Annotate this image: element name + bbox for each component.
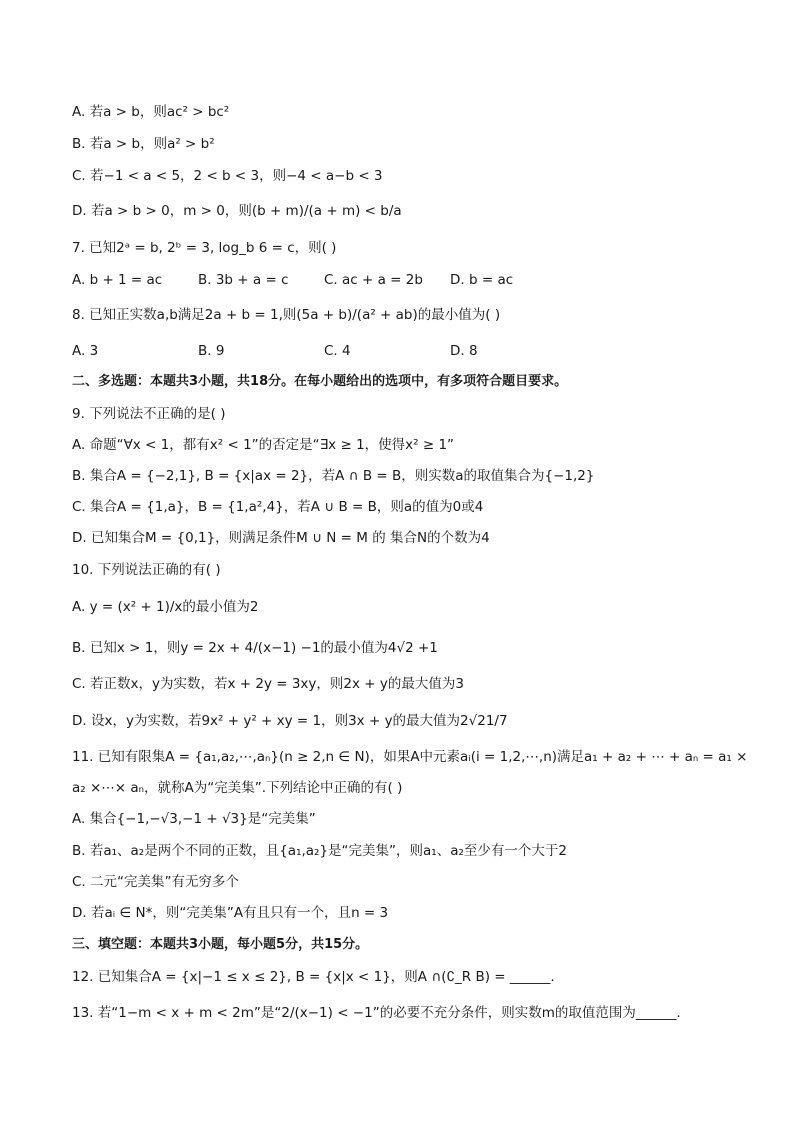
q12-text: 12. 已知集合A = {x|−1 ≤ x ≤ 2}, B = {x|x < 1}，则A ∩(∁_R B) = ______.: [72, 969, 555, 985]
q6-option-b: B. 若a > b，则a² > b²: [72, 136, 215, 152]
q8-option-a: A. 3: [72, 343, 99, 359]
q13-text: 13. 若“1−m < x + m < 2m”是“2/(x−1) < −1”的必要不充分条件，则实数m的取值范围为______.: [72, 1005, 681, 1021]
q7-options: [72, 270, 754, 290]
q11-option-b: B. 若a₁、a₂是两个不同的正数，且{a₁,a₂}是“完美集”，则a₁、a₂至少有一个大于2: [72, 843, 567, 859]
q11-option-c: C. 二元“完美集”有无穷多个: [72, 874, 239, 890]
q6-option-c: C. 若−1 < a < 5，2 < b < 3，则−4 < a−b < 3: [72, 168, 383, 184]
q7-option-a: A. b + 1 = ac: [72, 272, 163, 288]
q7-option-b: B. 3b + a = c: [198, 272, 289, 288]
q8-option-b: B. 9: [198, 343, 225, 359]
q11-stem-line-2: a₂ ×⋯× aₙ，就称A为“完美集”.下列结论中正确的有( ): [72, 780, 403, 796]
q11-option-a: A. 集合{−1,−√3,−1 + √3}是“完美集”: [72, 811, 316, 827]
q10-option-b: B. 已知x > 1，则y = 2x + 4/(x−1) −1的最小值为4√2 +1: [72, 640, 438, 656]
q8-option-c: C. 4: [324, 343, 351, 359]
q7-option-c: C. ac + a = 2b: [324, 272, 423, 288]
section-2-heading: 二、多选题：本题共3小题，共18分。在每小题给出的选项中，有多项符合题目要求。: [72, 374, 568, 389]
q6-option-a: A. 若a > b，则ac² > bc²: [72, 104, 230, 120]
q9-option-c: C. 集合A = {1,a}，B = {1,a²,4}，若A ∪ B = B，则a的值为0或4: [72, 499, 484, 515]
q7-stem: 7. 已知2ᵃ = b, 2ᵇ = 3, log_b 6 = c，则( ): [72, 240, 337, 256]
q9-stem: 9. 下列说法不正确的是( ): [72, 406, 226, 422]
q10-stem: 10. 下列说法正确的有( ): [72, 562, 221, 578]
q10-option-c: C. 若正数x，y为实数，若x + 2y = 3xy，则2x + y的最大值为3: [72, 676, 464, 692]
q11-option-d: D. 若aᵢ ∈ N*，则“完美集”A有且只有一个，且n = 3: [72, 905, 389, 921]
q10-option-d: D. 设x，y为实数，若9x² + y² + xy = 1，则3x + y的最大值为2√21/7: [72, 713, 508, 729]
q11-stem-line-1: 11. 已知有限集A = {a₁,a₂,⋯,aₙ}(n ≥ 2,n ∈ N)，如果A中元素aᵢ(i = 1,2,⋯,n)满足a₁ + a₂ + ⋯ + aₙ = a₁ ×: [72, 749, 748, 765]
q8-option-d: D. 8: [450, 343, 478, 359]
q7-option-d: D. b = ac: [450, 272, 514, 288]
q8-options: [72, 341, 754, 361]
section-3-heading: 三、填空题：本题共3小题，每小题5分，共15分。: [72, 937, 369, 952]
q9-option-a: A. 命题“∀x < 1，都有x² < 1”的否定是“∃x ≥ 1，使得x² ≥ 1”: [72, 437, 455, 453]
q9-option-b: B. 集合A = {−2,1}, B = {x|ax = 2}，若A ∩ B = B，则实数a的取值集合为{−1,2}: [72, 468, 595, 484]
q9-option-d: D. 已知集合M = {0,1}，则满足条件M ∪ N = M 的 集合N的个数为4: [72, 530, 490, 546]
q10-option-a: A. y = (x² + 1)/x的最小值为2: [72, 599, 259, 615]
q6-option-d: D. 若a > b > 0，m > 0，则(b + m)/(a + m) < b/a: [72, 203, 402, 219]
q8-stem: 8. 已知正实数a,b满足2a + b = 1,则(5a + b)/(a² + ab)的最小值为( ): [72, 307, 501, 323]
